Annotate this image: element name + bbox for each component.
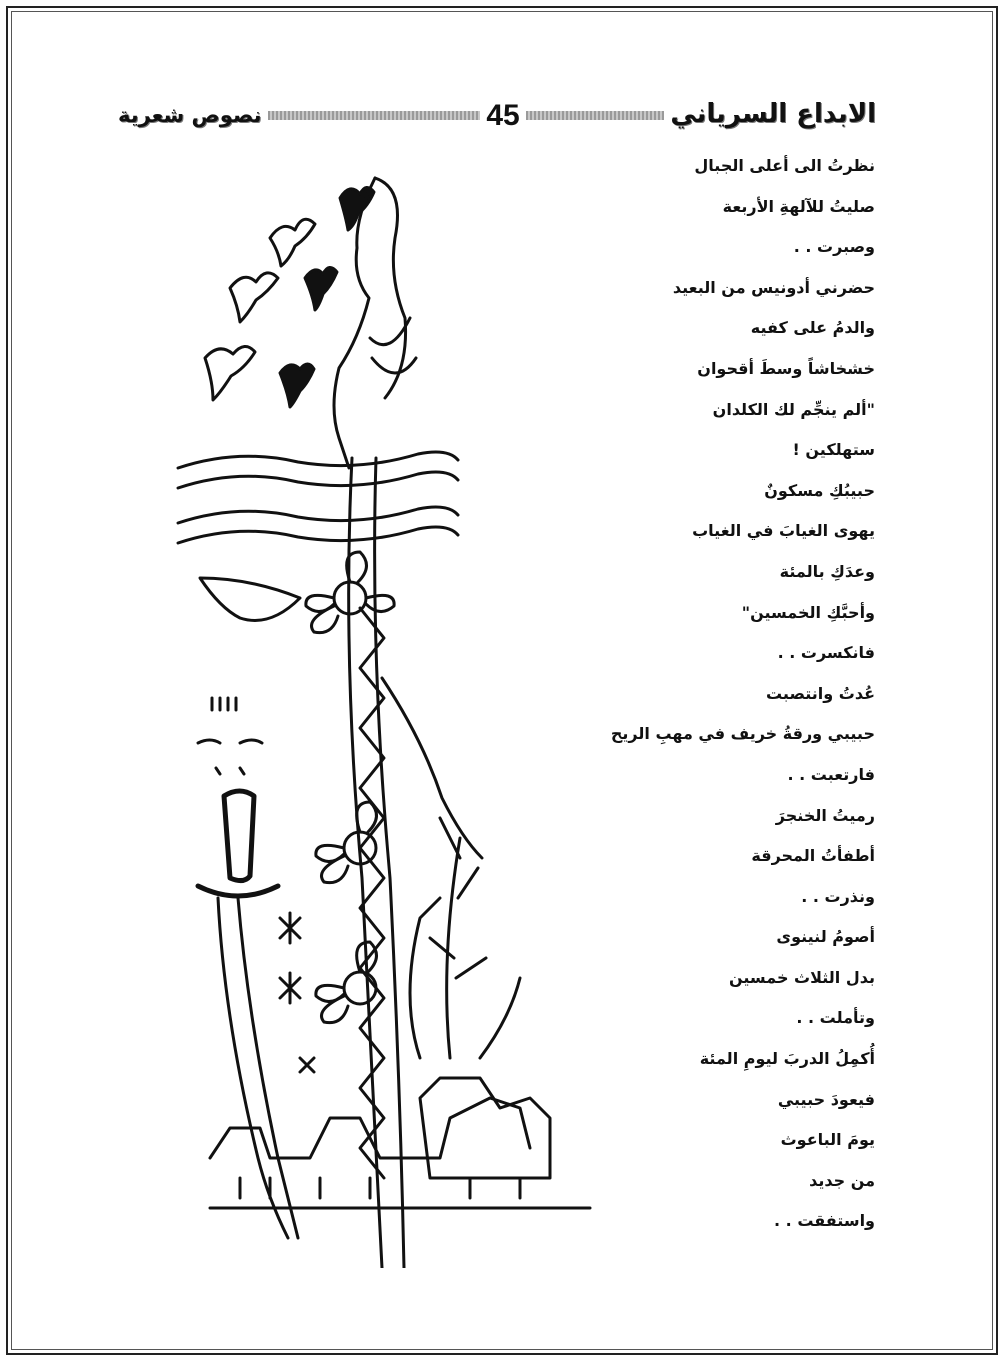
poem-line: "ألم ينجِّم لك الكلدان <box>712 399 875 419</box>
poem-line: فارتعبت . . <box>787 764 875 784</box>
poem <box>600 146 875 1242</box>
section-title: نصوص شعرية <box>112 100 268 130</box>
poem-line: أطفأتُ المحرقة <box>751 846 875 866</box>
poem-line: بدل الثلاث خمسين <box>729 967 875 987</box>
poem-line: خشخاشاً وسطَ أقحوان <box>697 358 875 378</box>
poem-line: نظرتُ الى أعلى الجبال <box>694 156 875 175</box>
page-header <box>112 96 882 138</box>
poem-line: واستفقت . . <box>774 1211 875 1231</box>
poem-line: وأحبَّكِ الخمسين" <box>741 602 875 622</box>
poem-line: وصبرت . . <box>793 237 875 257</box>
poem-line: أصومُ لنينوى <box>776 927 875 947</box>
poem-line: حضرني أدونيس من البعيد <box>672 277 875 297</box>
poem-line: والدمُ على كفيه <box>750 318 875 338</box>
poem-line: عُدتُ وانتصبت <box>765 683 875 703</box>
poem-line: ونذرت . . <box>801 886 875 906</box>
poem-line: يهوى الغيابَ في الغياب <box>692 521 875 541</box>
poem-line: حبيبُكِ مسكونٌ <box>764 480 875 500</box>
poem-line: حبيبي ورقةُ خريف في مهبِ الريح <box>610 724 875 744</box>
poem-line: وعدَكِ بالمئة <box>779 561 875 581</box>
poem-line: صليتُ للآلهةِ الأربعة <box>722 196 875 216</box>
magazine-title: الابداع السرياني <box>664 96 882 132</box>
poem-line: من جديد <box>809 1170 875 1190</box>
poem-line: فانكسرت . . <box>777 643 875 663</box>
page-number: 45 <box>486 99 520 132</box>
poem-line: فيعودَ حبيبي <box>777 1089 875 1109</box>
poem-line: رميتُ الخنجرَ <box>775 805 875 825</box>
ink-drawing-tree-birds-sword-icon <box>120 158 600 1268</box>
poem-line: وتأملت . . <box>796 1008 875 1028</box>
poem-line: يومَ الباعوث <box>780 1130 875 1150</box>
poem-line: أُكمِلُ الدربَ ليومِ المئة <box>699 1049 875 1069</box>
poem-line: ستهلكين ! <box>792 440 875 460</box>
